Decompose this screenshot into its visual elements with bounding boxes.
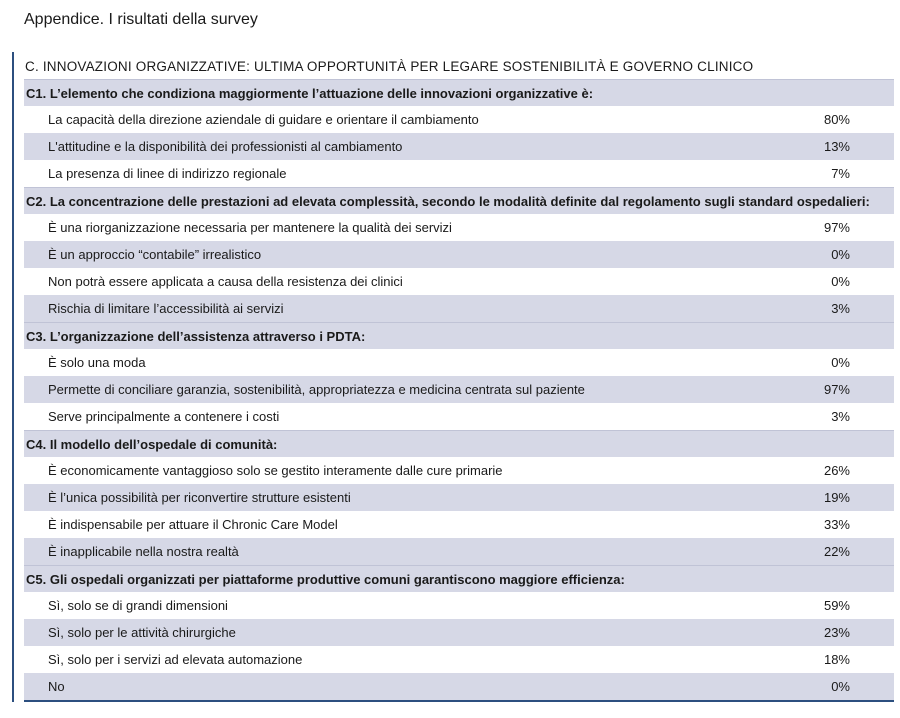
answer-row <box>24 403 894 430</box>
question-title: C5. Gli ospedali organizzati per piattaforme produttive comuni garantiscono maggiore efficienza: <box>26 571 625 587</box>
answer-label: Rischia di limitare l’accessibilità ai servizi <box>48 301 284 316</box>
bottom-rule <box>24 700 894 702</box>
question-row <box>24 322 894 349</box>
question-title: C2. La concentrazione delle prestazioni ad elevata complessità, secondo le modalità definite dal regolamento sugli standard ospedalieri: <box>26 193 870 209</box>
answer-label: La presenza di linee di indirizzo regionale <box>48 166 287 181</box>
question-title: C3. L’organizzazione dell’assistenza attraverso i PDTA: <box>26 328 366 344</box>
answer-row <box>24 106 894 133</box>
answer-percentage: 13% <box>823 139 850 154</box>
survey-table <box>12 52 894 702</box>
answer-row <box>24 457 894 484</box>
question-title: C1. L’elemento che condiziona maggiormente l’attuazione delle innovazioni organizzative è: <box>26 85 594 101</box>
answer-percentage: 18% <box>823 652 850 667</box>
answer-label: È una riorganizzazione necessaria per mantenere la qualità dei servizi <box>48 220 452 235</box>
answer-row <box>24 673 894 700</box>
answer-row <box>24 538 894 565</box>
answer-label: Sì, solo per le attività chirurgiche <box>48 625 236 640</box>
answer-row <box>24 592 894 619</box>
answer-row <box>24 133 894 160</box>
answer-percentage: 22% <box>823 544 850 559</box>
question-row <box>24 430 894 457</box>
page-title: Appendice. I risultati della survey <box>24 11 258 28</box>
answer-percentage: 7% <box>831 166 850 181</box>
answer-label: Sì, solo per i servizi ad elevata automazione <box>48 652 303 667</box>
answer-percentage: 33% <box>823 517 850 532</box>
answer-percentage: 0% <box>831 679 850 694</box>
answer-percentage: 80% <box>823 112 850 127</box>
answer-label: È l’unica possibilità per riconvertire strutture esistenti <box>48 490 351 505</box>
answer-label: È indispensabile per attuare il Chronic Care Model <box>48 517 338 532</box>
answer-row <box>24 349 894 376</box>
survey-rows <box>24 79 894 700</box>
answer-row <box>24 268 894 295</box>
answer-label: Serve principalmente a contenere i costi <box>48 409 280 424</box>
answer-label: La capacità della direzione aziendale di guidare e orientare il cambiamento <box>48 112 479 127</box>
answer-row <box>24 511 894 538</box>
answer-label: Permette di conciliare garanzia, sostenibilità, appropriatezza e medicina centrata sul paziente <box>48 382 585 397</box>
question-row <box>24 565 894 592</box>
answer-percentage: 0% <box>831 355 850 370</box>
question-row <box>24 187 894 214</box>
answer-row <box>24 376 894 403</box>
answer-label: È economicamente vantaggioso solo se gestito interamente dalle cure primarie <box>48 463 503 478</box>
answer-row <box>24 295 894 322</box>
answer-label: No <box>48 679 65 694</box>
answer-label: È solo una moda <box>48 355 146 370</box>
answer-percentage: 19% <box>823 490 850 505</box>
answer-label: Sì, solo se di grandi dimensioni <box>48 598 228 613</box>
answer-percentage: 97% <box>823 382 850 397</box>
answer-row <box>24 484 894 511</box>
answer-row <box>24 619 894 646</box>
answer-label: È inapplicabile nella nostra realtà <box>48 544 239 559</box>
section-title: C. INNOVAZIONI ORGANIZZATIVE: ULTIMA OPPORTUNITÀ PER LEGARE SOSTENIBILITÀ E GOVERNO CLINICO <box>25 59 754 74</box>
answer-percentage: 59% <box>823 598 850 613</box>
answer-row <box>24 160 894 187</box>
answer-row <box>24 646 894 673</box>
question-title: C4. Il modello dell’ospedale di comunità: <box>26 436 278 452</box>
answer-row <box>24 214 894 241</box>
answer-percentage: 26% <box>823 463 850 478</box>
answer-percentage: 0% <box>831 247 850 262</box>
answer-label: L'attitudine e la disponibilità dei professionisti al cambiamento <box>48 139 403 154</box>
answer-label: È un approccio “contabile” irrealistico <box>48 247 262 262</box>
answer-label: Non potrà essere applicata a causa della resistenza dei clinici <box>48 274 403 289</box>
question-row <box>24 79 894 106</box>
answer-percentage: 0% <box>831 274 850 289</box>
answer-percentage: 97% <box>823 220 850 235</box>
answer-row <box>24 241 894 268</box>
answer-percentage: 3% <box>831 301 850 316</box>
answer-percentage: 3% <box>831 409 850 424</box>
answer-percentage: 23% <box>823 625 850 640</box>
